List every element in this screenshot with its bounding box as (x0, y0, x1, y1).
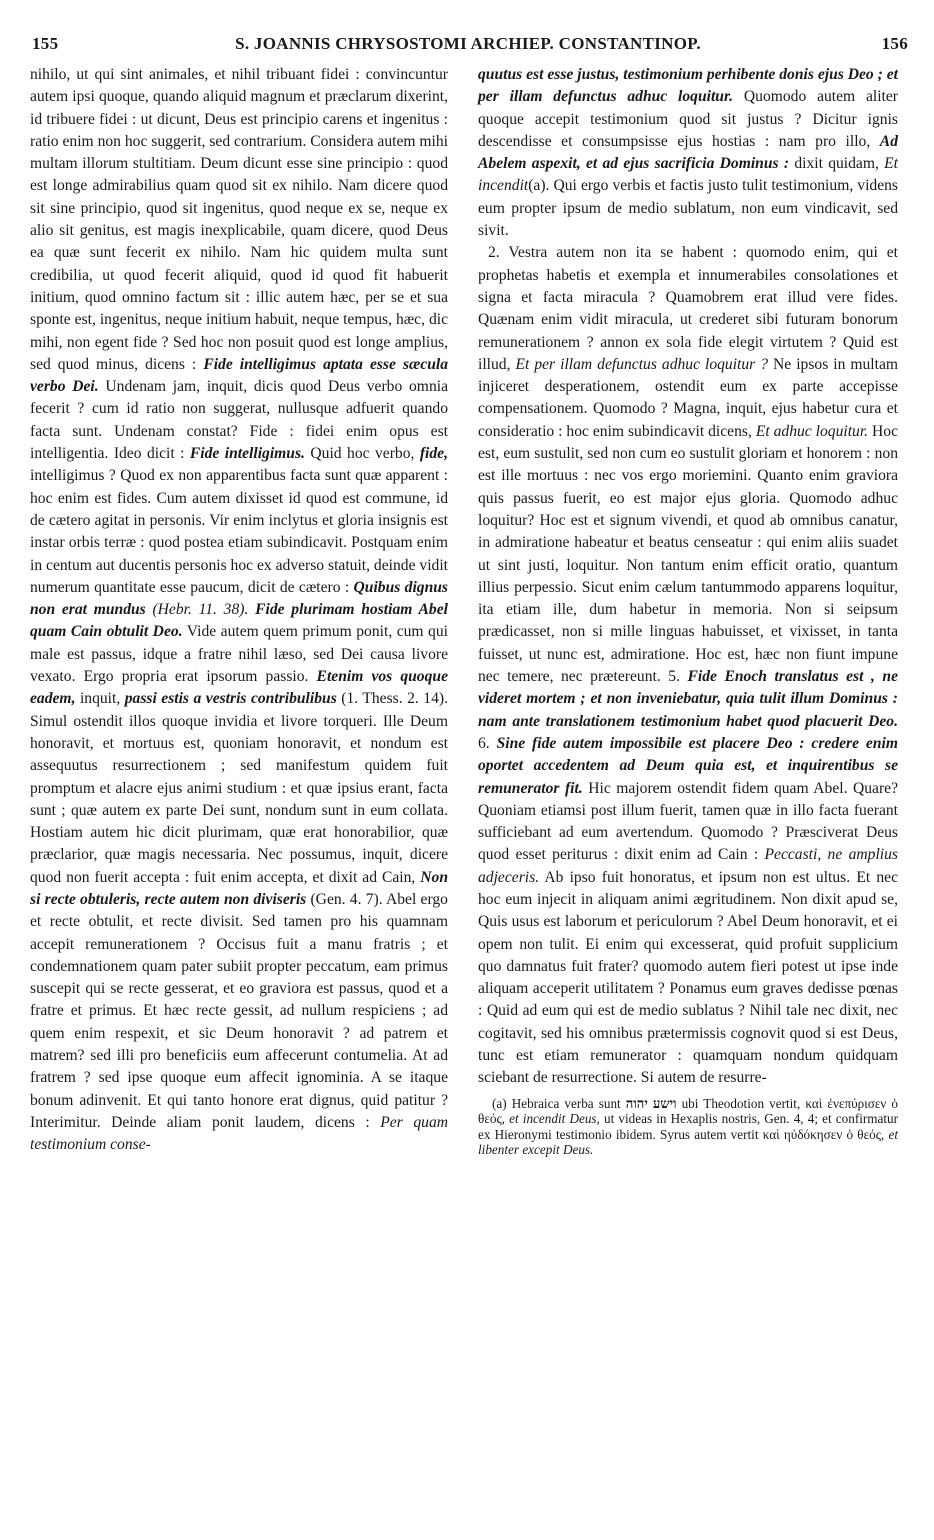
text-run: 2. Vestra autem non ita se habent : quomodo enim, qui et prophetas habetis et exempla et innumerabiles consolationes et signa et facta miracula ? Quamobrem erat illud vere fides. Quænam enim vidit miracula, ut crederet sibi futuram bonorum remunerationem ? annon ex sola fide elegit virtutem ? Quid est illud, (478, 244, 898, 373)
citation: (Hebr. 11. 38). (152, 601, 249, 619)
text-run: Quid hoc verbo, (310, 445, 415, 463)
scripture-quote: Per quam testimonium conse- (30, 1113, 448, 1154)
scripture-quote: Fide intelligimus. (189, 445, 305, 463)
text-run: dixit quidam, (794, 155, 879, 173)
footnote-marker: (a). Qui ergo verbis et factis justo tulit testimonium, videns eum propter ipsum de medio sublatum, non eum vindicavit, sed sivit. (478, 177, 898, 240)
scripture-quote: Et per illam defunctus adhuc loquitur ? (515, 355, 769, 373)
text-run: Simul ostendit illos quoque invidia et livore torqueri. Ille Deum honoravit, et mortuus est, quoniam honoravit, et nondum est assequutus resurrectionem ; sed manifestum quidem fuit promptum et alacre ejus animi studium : et quæ ipsius erant, facta sunt ; quæ autem ex parte Dei sunt, nondum sunt in eum collata. Hostiam autem hic dicit plurimam, quæ erat honorabilior, quæ præclarior, quæ magis necessaria. Nec possumus, inquit, dicere quod non fuerit accepta : fuit enim accepta, et dixit ad Cain, (30, 712, 448, 886)
text-run: Undenam jam, inquit, dicis quod Deus verbo omnia fecerit ? cum id ratio non suggerat, nullusque adfuerit quando facta sunt. Undenam constat? Fide : fidei enim opus est intelligentia. Ideo dicit : (30, 378, 448, 463)
scripture-quote: fide, (419, 445, 448, 463)
footnote-text (478, 1096, 898, 1158)
scripture-quote: Fide plurimam hostiam Abel quam Cain obtulit Deo. (30, 601, 448, 641)
scripture-quote: Fide Enoch translatus est , ne videret mortem ; et non inveniebatur, quia tulit illum Dominus : nam ante translationem testimonium habet quod placuerit Deo. (478, 668, 898, 730)
left-column (30, 64, 448, 1157)
right-paragraph (478, 64, 898, 242)
page-number-left: 155 (32, 34, 59, 53)
footnote-run: Deus, (569, 1111, 600, 1127)
scripture-quote: Sine fide autem impossibile est placere Deo : credere enim oportet accedentem ad Deum quia est, et inquirentibus se remunerator fit. (478, 734, 898, 797)
right-column (478, 64, 898, 1158)
scripture-quote: Non si recte obtuleris, recte autem non diviseris (30, 868, 448, 908)
scripture-quote: Ad Abelem aspexit, et ad ejus sacrificia Dominus : (478, 132, 898, 173)
running-header (28, 34, 908, 58)
text-run: 6. (478, 734, 490, 752)
text-run: Quomodo autem aliter quoque accepit testimonium quod sit justus ? Dicitur ignis descendisse et consumpsisse ejus hostias : nam pro illo, (478, 88, 898, 150)
citation: (1. Thess. 2. 14). (341, 690, 448, 708)
scripture-quote: Etenim vos quoque eadem, (30, 668, 448, 708)
text-run: (Gen. 4. 7). Abel ergo et recte obtulit, et recte divisit. Sed tamen pro his quamnam accepit remunerationem ? Occisus fuit a manu fratris ; et condemnationem quam pater subiit propter peccatum, eam primus suscepit qui se recte gesserat, et eo graviora est passus, quod et a fratre et primus. Et hæc recte gessit, ad nullum respiciens ; ad quem enim respexit, et sic Deum honoravit ? ad patrem et matrem? sed illi pro beneficiis eum affecerunt contumelia. At ad fratrem ? sed ipse quoque eum affecit ignominia. A se itaque bonum adinvenit. Et qui tanto honore erat dignus, quid patitur ? Interimitur. Deinde aliam ponit laudem, dicens : (30, 890, 448, 1131)
greek-text: καὶ ἐνεπύρισεν ὁ θεός, (478, 1095, 899, 1127)
scripture-quote: Et adhuc loquitur. (755, 422, 869, 440)
footnote-run: et libenter excepit Deus. (478, 1126, 898, 1158)
text-run: intelligimus ? Quod ex non apparentibus facta sunt quæ apparent : hoc enim est fides. Cum autem dixisset id quod est commune, id de cætero agitat in personis. Vir enim inclytus et gloria insignis est instar orbis terræ : quod postea etiam subindicavit. Postquam enim in centum aut ducentis personis hoc ex adverso statuit, deinde vidit numerum quantitate esse paucum, dicit de cætero : (30, 467, 448, 596)
footnote-run: et incendit (509, 1111, 566, 1127)
running-title: S. JOANNIS CHRYSOSTOMI ARCHIEP. CONSTANTINOP. (235, 34, 701, 53)
left-paragraph (30, 64, 448, 1157)
text-run: nihilo, ut qui sint animales, et nihil tribuant fidei : convincuntur autem ipsi quoque, quando aliquid magnum et præclarum dixerint, id tribuere fidei : ut dicunt, Deus est principio carens et ingenitus : ratio enim non hoc suggerit, sed contrarium. Considera autem mihi multam illorum stultitiam. Deum dicunt esse sine principio : quod est longe admirabilius quam quod sit ex nihilo. Nam dicere quod sit sine principio, quod sit ingenitus, quod neque ex se, neque ex alio sit genitus, est magis inexplicabile, quam dicere, quod Deus ea quæ sunt fecerit ex nihilo. Nam hic quidem multa sunt credibilia, ut quod fecerit aliquid, quod id quod fit habuerit initium, quod omnino factum sit : illic autem hæc, per se et sua sponte est, ingenitus, neque initium habuit, neque tempus, hæc, dic mihi, non egent fide ? Sed hoc non posuit quod est longe amplius, sed quod minus, dicens : (30, 66, 448, 373)
right-paragraph (478, 242, 898, 1089)
greek-text: καὶ ηὐδόκησεν ὁ θεός, (762, 1126, 885, 1142)
scripture-quote: Fide intelligimus aptata esse sæcula verbo Dei. (30, 355, 449, 396)
footnote (478, 1096, 898, 1158)
text-run: Hoc est, eum sustulit, sed non cum eo sustulit gloriam et honorem : non est ille mortuus : nec vos ergo moriemini. Quanto enim graviora quis passus fuerit, eo est major ejus gloria. Quomodo adhuc loquitur? Hoc est et signum vivendi, et quod ab omnibus canatur, in admiratione habeatur et beatus censeatur : qui enim aliis suadet ut sint justi, loquitur. Non tantum enim efficit oratio, quantum illius perpessio. Sicut enim cælum tantummodo apparens loquitur, ita etiam ille, dum habetur in memoria. Non si seipsum prædicasset, non si mille linguas habuisset, et vixisset, in tanta fuisset, ut nunc est, admiratione. Hoc est, hæc non fiunt impune nec temere, nec prætereunt. 5. (478, 422, 898, 686)
scripture-quote: Quibus dignus non erat mundus (30, 578, 448, 619)
text-run: Vide autem quem primum ponit, cum qui male est passus, idque a fratre nihil læso, sed Dei causa livore vexato. Ergo propria erat ipsorum passio. (30, 623, 448, 686)
text-run: Hic majorem ostendit fidem quam Abel. Quare? Quoniam etiamsi post illum fuerit, tamen quæ in illo facta fuerant sufficiebant ad eum avertendum. Quomodo ? Præsciverat Deus quod esset periturus : dixit enim ad Cain : (478, 779, 898, 864)
footnote-run: ubi Theodotion vertit, (681, 1095, 801, 1111)
text-run: Ne ipsos in multam injiceret desperationem, ostendit eum ex parte accepisse compensationem. Quomodo ? Magna, inquit, ejus habetur cura et consideratio : hoc enim subindicavit dicens, (478, 355, 899, 440)
text-run: Ab ipso fuit honoratus, et ipsum non est ultus. Et nec hoc eum injecit in aliquam animi ægritudinem. Non dixit apud se, Quis usus est laborum et periculorum ? Abel Deum honoravit, et ei opem non tulit. Ei enim qui excesserat, quid profuit supplicium quo damnatus fuit frater? quomodo autem fieri potest ut ipse inde aliquam acceperit utilitatem ? Ponamus eum graves dedisse pœnas : Quid ad eum qui est de medio sublatus ? Nihil tale nec dixit, nec cogitavit, sed his omnibus prætermissis cognovit quod si est Deus, tunc est etiam remunerator : quamquam nondum quidquam sciebant de resurrectione. Si autem de resurre- (478, 868, 898, 1087)
scripture-quote: quutus est esse justus, testimonium perhibente donis ejus Deo ; et per illam defunctus adhuc loquitur. (478, 66, 898, 106)
scripture-quote: Peccasti, ne amplius adjeceris. (478, 846, 898, 886)
hebrew-text: וישע יהוה (625, 1095, 677, 1111)
text-run: inquit, (79, 690, 121, 708)
scripture-quote: passi estis a vestris contribulibus (124, 690, 337, 708)
page-number-right: 156 (881, 34, 908, 53)
scripture-quote: Et incendit (478, 155, 899, 195)
footnote-run: ut videas in Hexaplis nostris, Gen. 4, 4; et confirmatur ex Hieronymi testimonio ibidem. Syrus autem vertit (478, 1111, 899, 1142)
footnote-run: (a) Hebraica verba sunt (492, 1095, 621, 1111)
